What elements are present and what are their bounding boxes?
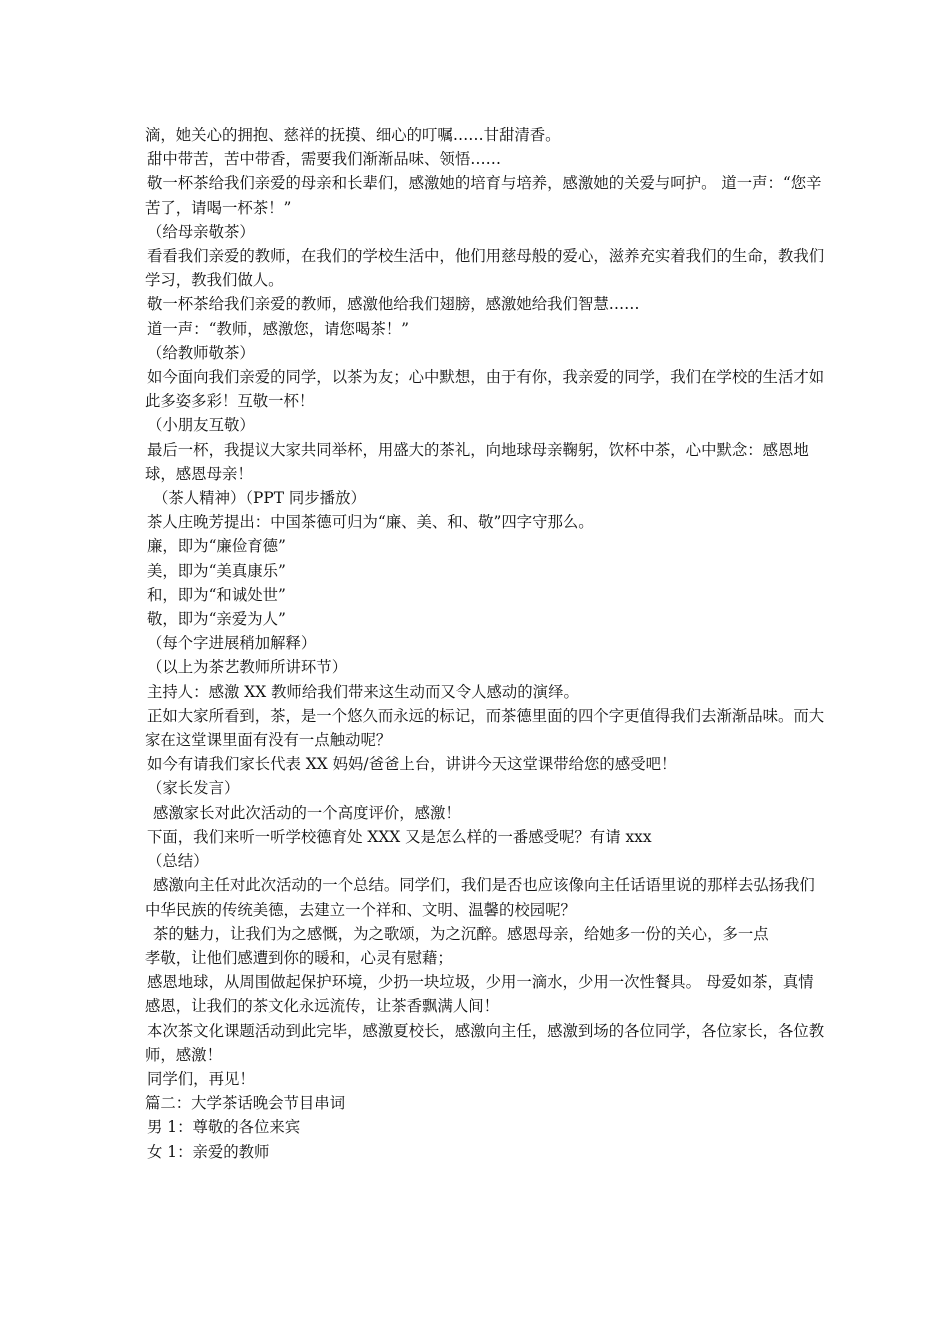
text-line: 女 1：亲爱的教师 [147,1142,270,1161]
stage-direction: （每个字进展稍加解释） [147,634,317,653]
text-line: 正如大家所看到，茶，是一个悠久而永远的标记，而茶德里面的四个字更值得我们去渐渐品味。而大家在这堂课里面有没有一点触动呢？ [145,706,825,750]
text-line: 如今有请我们家长代表 XX 妈妈/爸爸上台，讲讲今天这堂课带给您的感受吧！ [147,755,677,774]
text-line: 滴，她关心的拥抱、慈祥的抚摸、细心的叮嘱……甘甜清香。 [145,126,561,144]
text-line: 主持人：感激 XX 教师给我们带来这生动而又令人感动的演绎。 [147,682,579,701]
text-line: 感激向主任对此次活动的一个总结。同学们，我们是否也应该像向主任话语里说的那样去弘扬我们中华民族的传统美德，去建立一个祥和、文明、温馨的校园呢？ [145,876,815,919]
text-line: 茶人庄晚芳提出：中国茶德可归为“廉、美、和、敬”四字守那么。 [147,513,594,532]
text-line: 和，即为“和诚处世” [147,585,286,604]
text-line: 敬一杯茶给我们亲爱的教师，感激他给我们翅膀，感激她给我们智慧…… [147,295,640,314]
stage-direction: （给母亲敬茶） [147,222,255,241]
text-line: 感激家长对此次活动的一个高度评价，感激！ [153,803,461,822]
stage-direction: （以上为茶艺教师所讲环节） [147,658,348,677]
text-line: 茶的魅力，让我们为之感慨，为之歌颂，为之沉醉。感恩母亲，给她多一份的关心，多一点 [153,924,769,943]
stage-direction: （茶人精神）（PPT 同步播放） [153,489,366,508]
text-line: 如今面向我们亲爱的同学，以茶为友；心中默想，由于有你，我亲爱的同学，我们在学校的生活才如此多姿多彩！互敬一杯！ [145,368,825,411]
text-line: 敬，即为“亲爱为人” [147,610,286,629]
text-line: 看看我们亲爱的教师，在我们的学校生活中，他们用慈母般的爱心，滋养充实着我们的生命，教我们学习，教我们做人。 [145,247,825,290]
text-line: 下面，我们来听一听学校德育处 XXX 又是怎么样的一番感受呢？有请 xxx [147,827,652,846]
section-heading: 篇二：大学茶话晚会节目串词 [145,1094,346,1113]
text-line: 道一声：“教师，感激您，请您喝茶！” [147,319,409,338]
stage-direction: （家长发言） [147,779,240,798]
text-line: 美，即为“美真康乐” [147,561,286,580]
text-line: 孝敬，让他们感遭到你的暖和，心灵有慰藉； [145,948,453,967]
document-page [145,123,825,1164]
text-line: 甜中带苦，苦中带香，需要我们渐渐品味、领悟…… [147,150,501,169]
text-line: 同学们，再见！ [147,1069,255,1088]
text-line: 男 1：尊敬的各位来宾 [147,1118,301,1137]
text-line: 感恩地球，从周围做起保护环境，少扔一块垃圾，少用一滴水，少用一次性餐具。 母爱如茶，真情感恩，让我们的茶文化永远流传，让茶香飘满人间！ [145,973,814,1016]
text-line: 廉，即为“廉俭育德” [147,537,286,556]
text-line: 最后一杯，我提议大家共同举杯，用盛大的茶礼，向地球母亲鞠躬，饮杯中茶，心中默念：感恩地球，感恩母亲！ [145,440,809,483]
stage-direction: （总结） [147,852,209,871]
text-line: 敬一杯茶给我们亲爱的母亲和长辈们，感激她的培育与培养，感激她的关爱与呵护。 道一声：“您辛苦了，请喝一杯茶！” [145,174,822,217]
stage-direction: （小朋友互敬） [147,416,255,435]
stage-direction: （给教师敬茶） [147,343,255,362]
text-line: 本次茶文化课题活动到此完毕，感激夏校长，感激向主任，感激到场的各位同学，各位家长，各位教师，感激！ [145,1021,825,1064]
